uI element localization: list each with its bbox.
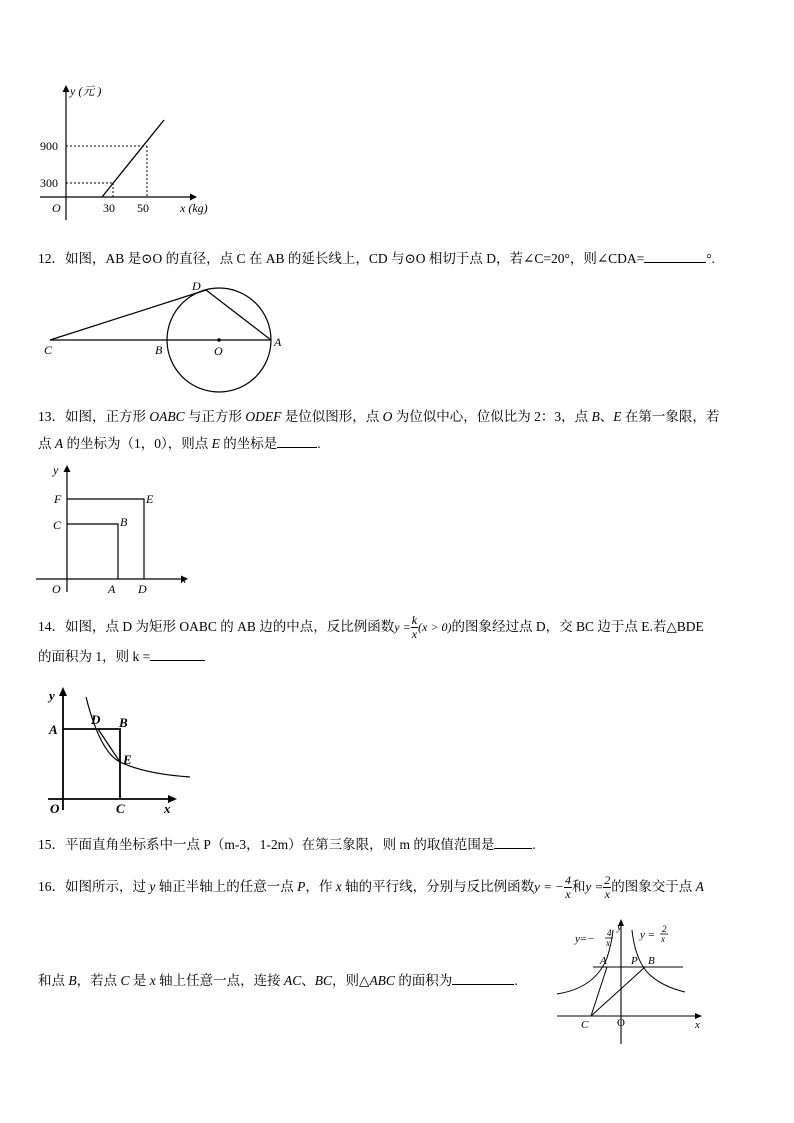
text-run: B — [68, 973, 77, 988]
y-tick-300: 300 — [40, 176, 58, 190]
label-D: D — [138, 582, 147, 596]
text-run: y — [149, 879, 156, 894]
text-run: 如图所示，过 — [65, 879, 150, 894]
text-run: O — [382, 409, 393, 424]
label-f2-den: x — [661, 934, 665, 944]
text-run: ，若点 — [76, 973, 121, 988]
text-run: 点 — [38, 436, 55, 451]
text-run: 如图，正方形 — [65, 409, 150, 424]
question-14-line2 — [38, 646, 758, 668]
label-D: D — [192, 279, 201, 293]
text-run: AC — [284, 973, 302, 988]
question-number: 15． — [38, 837, 65, 852]
label-y: y — [49, 688, 55, 703]
text-run: x — [335, 879, 342, 894]
q11-price-graph — [30, 80, 220, 230]
question-suffix: °. — [706, 251, 716, 266]
text-run: E — [613, 409, 622, 424]
label-B: B — [119, 715, 128, 730]
answer-blank[interactable] — [644, 262, 706, 263]
label-f1: y=− — [575, 933, 595, 945]
text-run: 的面积为 — [394, 973, 453, 988]
fraction-4-over-x — [564, 874, 572, 901]
text-run: 轴上任意一点，连接 — [155, 973, 285, 988]
label-C: C — [581, 1019, 589, 1031]
label-A: A — [49, 722, 58, 737]
label-B: B — [648, 955, 655, 967]
label-A: A — [600, 955, 607, 967]
label-O: O — [52, 582, 61, 596]
label-y: y — [53, 463, 59, 477]
label-f1-den: x — [606, 938, 610, 948]
text-run: ，则△ — [332, 973, 370, 988]
text-run: 在第一象限，若 — [621, 409, 720, 424]
label-C: C — [44, 343, 53, 357]
fraction-denominator: x — [565, 887, 571, 902]
text-run: 和 — [571, 879, 586, 894]
q14-hyperbola-figure — [40, 682, 200, 817]
label-P: P — [631, 955, 638, 967]
text-run: 的坐标为（1，0），则点 — [63, 436, 212, 451]
text-run: 的面积为 1，则 k = — [38, 649, 151, 664]
label-y: y — [617, 921, 622, 933]
x-tick-50: 50 — [137, 201, 149, 215]
label-O: O — [50, 801, 60, 816]
text-run: 的坐标是 — [219, 436, 278, 451]
x-axis-label: x (kg) — [180, 201, 208, 215]
fraction-numerator: k — [411, 613, 418, 628]
label-C: C — [116, 801, 125, 816]
text-run: A — [695, 879, 704, 894]
question-12 — [38, 248, 758, 270]
text-run: 是位似图形，点 — [281, 409, 383, 424]
question-15 — [38, 834, 758, 856]
function-condition: (x > 0) — [418, 620, 452, 634]
label-f2: y = — [640, 929, 656, 941]
answer-blank[interactable] — [494, 848, 532, 849]
question-text: 如图，AB 是⊙O 的直径，点 C 在 AB 的延长线上，CD 与⊙O 相切于点 D，若∠C=20°，则∠CDA= — [65, 251, 645, 266]
text-run: 轴正半轴上的任意一点 — [155, 879, 298, 894]
text-run: 轴的平行线，分别与反比例函数 — [341, 879, 535, 894]
question-text: 平面直角坐标系中一点 P（m-3，1-2m）在第三象限，则 m 的取值范围是 — [65, 837, 495, 852]
question-16-line1 — [38, 870, 762, 904]
question-13 — [38, 403, 758, 457]
label-f2-num: 2 — [662, 924, 667, 934]
label-x: x — [164, 801, 171, 816]
text-run: . — [514, 973, 518, 988]
text-run: 、 — [599, 409, 614, 424]
function-1-lhs: y = − — [534, 879, 564, 894]
text-run: ABC — [369, 973, 395, 988]
q13-squares-figure — [36, 462, 196, 597]
text-run: 的图象经过点 D，交 BC 边于点 E.若△BDE — [451, 619, 704, 634]
answer-blank[interactable] — [452, 984, 514, 985]
text-run: 是 — [129, 973, 150, 988]
question-number: 16． — [38, 879, 65, 894]
question-suffix: . — [532, 837, 536, 852]
x-tick-30: 30 — [103, 201, 115, 215]
fraction-k-over-x — [411, 614, 418, 641]
label-f1-num: 4 — [607, 928, 612, 938]
text-run: 为位似中心，位似比为 2：3，点 — [392, 409, 592, 424]
label-O: O — [617, 1017, 625, 1029]
question-13-line1 — [38, 403, 758, 430]
label-E: E — [123, 752, 132, 767]
label-x: x — [181, 572, 187, 586]
question-number: 12． — [38, 251, 65, 266]
label-C: C — [53, 518, 62, 532]
function-2-lhs: y = — [585, 879, 604, 894]
text-run: OABC — [149, 409, 185, 424]
fraction-denominator: x — [604, 887, 610, 902]
text-run: E — [211, 436, 220, 451]
text-run: 的图象交于点 — [611, 879, 696, 894]
answer-blank[interactable] — [277, 447, 317, 448]
fraction-numerator: 2 — [604, 873, 611, 888]
text-run: BC — [314, 973, 333, 988]
text-run: 、 — [301, 973, 315, 988]
text-run: A — [54, 436, 64, 451]
function-lhs: y = — [394, 620, 411, 634]
text-run: . — [317, 436, 321, 451]
text-run: x — [149, 973, 156, 988]
text-run: P — [297, 879, 306, 894]
text-run: ，作 — [305, 879, 336, 894]
text-run: C — [120, 973, 130, 988]
q16-hyperbolas-figure — [555, 918, 710, 1048]
label-B: B — [120, 515, 128, 529]
question-16 — [38, 870, 762, 904]
label-F: F — [54, 492, 62, 506]
fraction-numerator: 4 — [564, 873, 571, 888]
text-run: 如图，点 D 为矩形 OABC 的 AB 边的中点，反比例函数 — [65, 619, 395, 634]
q12-circle-figure — [40, 278, 300, 388]
label-A: A — [274, 335, 282, 349]
fraction-denominator: x — [411, 627, 418, 642]
y-tick-900: 900 — [40, 139, 58, 153]
label-A: A — [108, 582, 116, 596]
question-16-line2 — [38, 970, 558, 992]
text-run: ODEF — [245, 409, 282, 424]
question-14 — [38, 612, 758, 668]
label-x: x — [695, 1019, 700, 1031]
label-E: E — [146, 492, 154, 506]
question-number: 13． — [38, 409, 65, 424]
question-13-line2 — [38, 430, 758, 457]
origin-label: O — [52, 201, 61, 215]
question-number: 14． — [38, 619, 65, 634]
label-B: B — [155, 343, 163, 357]
label-O: O — [214, 344, 223, 358]
text-run: B — [591, 409, 600, 424]
y-axis-label: y (元 ) — [70, 84, 102, 98]
text-run: 和点 — [38, 973, 69, 988]
text-run: 与正方形 — [184, 409, 246, 424]
label-D: D — [91, 712, 101, 727]
answer-blank[interactable] — [150, 660, 205, 661]
question-14-line1 — [38, 612, 758, 642]
